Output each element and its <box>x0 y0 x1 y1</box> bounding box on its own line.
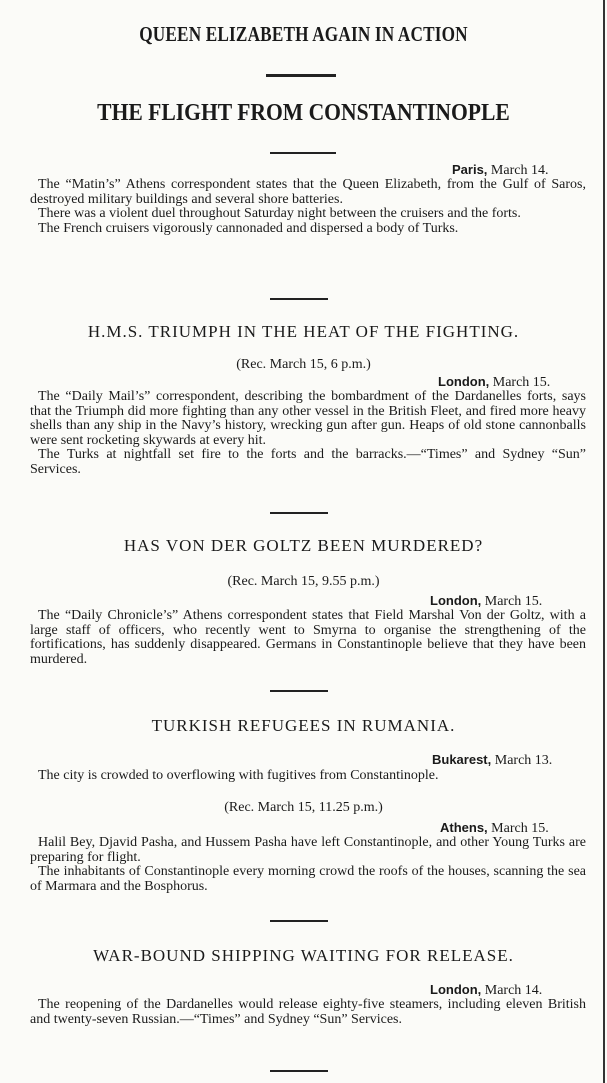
divider <box>270 512 328 514</box>
dateline-place: Bukarest, <box>432 752 492 767</box>
dateline-place: Paris, <box>452 162 488 177</box>
received-time: (Rec. March 15, 6 p.m.) <box>236 357 371 372</box>
dateline <box>432 752 552 769</box>
article-heading: HAS VON DER GOLTZ BEEN MURDERED? <box>123 536 484 555</box>
article-heading: WAR-BOUND SHIPPING WAITING FOR RELEASE. <box>93 946 514 965</box>
dateline-date: March 14. <box>490 163 549 178</box>
divider <box>266 74 336 77</box>
article-body <box>30 390 586 477</box>
paragraph: There was a violent duel throughout Saturday night between the cruisers and the forts. <box>38 206 521 221</box>
dateline-date: March 15. <box>491 821 549 836</box>
received-time: (Rec. March 15, 11.25 p.m.) <box>224 800 383 815</box>
dateline-place: London, <box>430 593 482 608</box>
headline: QUEEN ELIZABETH AGAIN IN ACTION <box>139 22 468 46</box>
article-body <box>30 769 586 784</box>
article-body <box>30 178 586 236</box>
paragraph: The Turks at nightfall set fire to the forts and the barracks.—“Times” and Sydney “Sun” Services. <box>30 447 586 477</box>
divider <box>270 1070 328 1072</box>
paragraph: The inhabitants of Constantinople every morning crowd the roofs of the houses, scanning the sea of Marmara and the Bosphorus. <box>30 864 586 894</box>
paragraph: Halil Bey, Djavid Pasha, and Hussem Pasha have left Constantinople, and other Young Turks are preparing for flight. <box>30 835 586 865</box>
article-body <box>30 998 586 1027</box>
article-heading: H.M.S. TRIUMPH IN THE HEAT OF THE FIGHTING. <box>87 322 520 341</box>
dateline-date: March 13. <box>494 753 553 768</box>
dateline-place: London, <box>438 374 490 389</box>
paragraph: The reopening of the Dardanelles would release eighty-five steamers, including eleven British and twenty-seven Russian.—“Times” and Sydney “Sun” Services. <box>30 997 586 1027</box>
paragraph: The French cruisers vigorously cannonaded and dispersed a body of Turks. <box>38 220 459 236</box>
divider <box>270 298 328 300</box>
paragraph: The “Daily Mail’s” correspondent, describing the bombardment of the Dardanelles forts, says that the Triumph did more fighting than any other vessel in the British Fleet, and fired more heavy shells than any ship in the Navy’s history, wrecking gun after gun. Heaps of old stone cannonballs were sent rocketing skywards at every hit. <box>30 389 586 448</box>
paragraph: The city is crowded to overflowing with fugitives from Constantinople. <box>38 768 439 783</box>
dateline-place: London, <box>430 982 482 997</box>
subhead: THE FLIGHT FROM CONSTANTINOPLE <box>97 100 510 126</box>
dateline-date: March 14. <box>484 983 543 998</box>
dateline-place: Athens, <box>440 820 488 835</box>
dateline-date: March 15. <box>492 375 551 390</box>
paragraph: The “Daily Chronicle’s” Athens correspondent states that Field Marshal Von der Goltz, with a large staff of officers, who recently went to Smyrna to organise the strengthening of the fortifications, has suddenly disappeared. Germans in Constantinople believe that they have been murdered. <box>30 608 586 667</box>
article-body <box>30 609 586 667</box>
article-heading: TURKISH REFUGEES IN RUMANIA. <box>151 716 456 735</box>
divider <box>270 690 328 692</box>
divider <box>270 152 336 154</box>
dateline-date: March 15. <box>484 594 543 609</box>
received-time: (Rec. March 15, 9.55 p.m.) <box>227 574 380 589</box>
paragraph: The “Matin’s” Athens correspondent states that the Queen Elizabeth, from the Gulf of Saros, destroyed military buildings and several shore batteries. <box>30 177 586 207</box>
article-body <box>30 836 586 894</box>
divider <box>270 920 328 922</box>
